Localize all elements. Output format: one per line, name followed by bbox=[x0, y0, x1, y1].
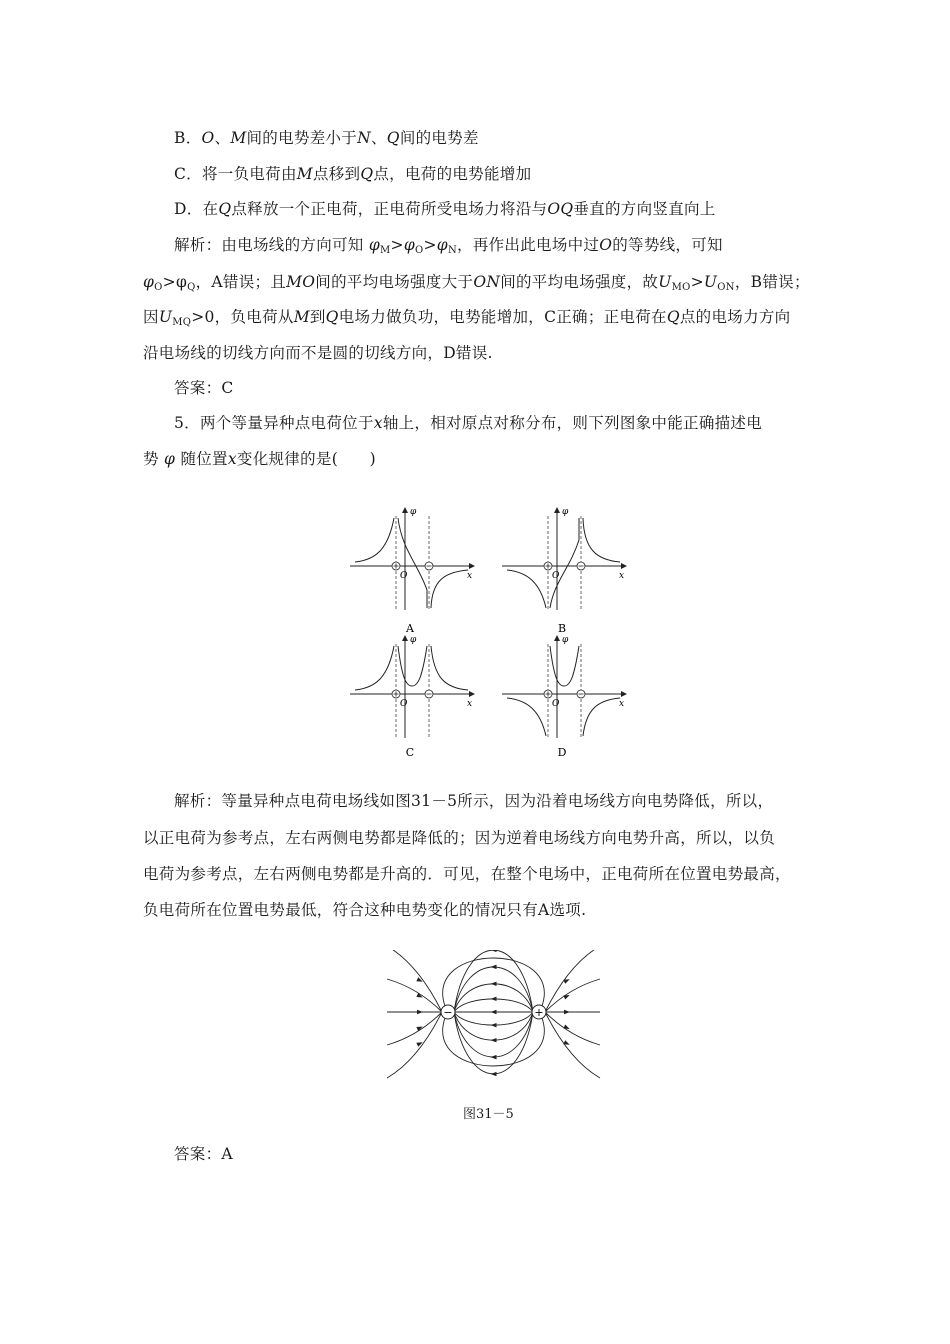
graph-c-label: C bbox=[405, 746, 415, 759]
graph-c bbox=[350, 635, 472, 759]
answer-1: 答案：C bbox=[174, 379, 234, 397]
graph-a-y-label: φ bbox=[410, 507, 417, 517]
graph-a-label: A bbox=[406, 622, 414, 635]
graph-c-y-label: φ bbox=[410, 635, 417, 645]
graph-d-x-label: x bbox=[619, 699, 625, 709]
potential-graphs bbox=[340, 502, 640, 764]
field-line bbox=[454, 1012, 533, 1074]
field-arrow bbox=[491, 1010, 497, 1014]
graph-b-x-label: x bbox=[619, 571, 625, 581]
graph-d-y-label: φ bbox=[562, 635, 569, 645]
field-arrow bbox=[416, 1040, 423, 1047]
graph-a bbox=[350, 507, 472, 635]
field-arrow bbox=[417, 1010, 423, 1014]
field-line bbox=[545, 1012, 600, 1078]
field-line bbox=[454, 967, 533, 1012]
field-arrow bbox=[491, 965, 497, 969]
graph-d-origin: O bbox=[552, 699, 560, 709]
analysis2-line4: 负电荷所在位置电势最低，符合这种电势变化的情况只有A选项. bbox=[143, 901, 587, 919]
graph-b-y-label: φ bbox=[562, 507, 569, 517]
field-line bbox=[454, 1012, 533, 1025]
field-arrow bbox=[563, 1040, 570, 1047]
field-line bbox=[454, 950, 533, 1012]
field-arrow bbox=[491, 1023, 497, 1027]
field-arrow bbox=[491, 1055, 497, 1059]
graph-b bbox=[502, 507, 624, 635]
option-d: D．在Q点释放一个正电荷，正电荷所受电场力将沿与OQ垂直的方向竖直向上 bbox=[174, 200, 716, 218]
graph-c-x-label: x bbox=[467, 699, 473, 709]
analysis1-line2: $\varphi_O>\varphi_Q$，A错误；且MO间的平均电场强度大于ON间的平均电场强度，故$U_{MO}>U_{ON}$，B错误； bbox=[143, 273, 810, 293]
field-line bbox=[545, 1012, 600, 1045]
figure-caption: 图31－5 bbox=[463, 1107, 514, 1122]
graph-d-label: D bbox=[557, 746, 567, 759]
field-arrow bbox=[491, 1038, 497, 1042]
analysis2-line2: 以正电荷为参考点，左右两侧电势都是降低的；因为逆着电场线方向电势升高，所以，以负 bbox=[143, 829, 776, 847]
field-line bbox=[545, 950, 600, 1012]
field-arrow bbox=[491, 997, 497, 1001]
field-arrow bbox=[563, 977, 570, 984]
negative-charge-sign: − bbox=[443, 1006, 453, 1019]
field-line bbox=[454, 1012, 533, 1057]
analysis2-line1: 解析：等量异种点电荷电场线如图31－5所示，因为沿着电场线方向电势降低，所以， bbox=[174, 792, 774, 810]
field-line bbox=[387, 1012, 442, 1045]
graph-b-origin: O bbox=[552, 571, 560, 581]
graph-b-label: B bbox=[557, 622, 567, 635]
field-line bbox=[387, 950, 442, 1012]
option-c: C．将一负电荷由M点移到Q点，电荷的电势能增加 bbox=[174, 165, 532, 183]
field-arrow bbox=[564, 1010, 570, 1014]
field-arrow bbox=[491, 982, 497, 986]
field-arrow bbox=[491, 1072, 497, 1076]
field-line bbox=[545, 979, 600, 1012]
analysis2-line3: 电荷为参考点，左右两侧电势都是升高的．可见，在整个电场中，正电荷所在位置电势最高， bbox=[143, 865, 791, 883]
positive-charge-sign: + bbox=[534, 1006, 544, 1019]
option-b: B．O、M间的电势差小于N、Q间的电势差 bbox=[174, 129, 479, 147]
graph-a-x-label: x bbox=[467, 571, 473, 581]
field-line bbox=[387, 979, 442, 1012]
field-lines-figure bbox=[385, 950, 605, 1082]
answer-2: 答案：A bbox=[174, 1145, 233, 1163]
field-arrow bbox=[416, 977, 423, 984]
question-5-line1: 5．两个等量异种点电荷位于x轴上，相对原点对称分布，则下列图象中能正确描述电 bbox=[174, 414, 763, 432]
question-5-line2: 势 φ 随位置x变化规律的是( ) bbox=[143, 450, 376, 468]
graph-a-origin: O bbox=[400, 571, 408, 581]
graph-c-origin: O bbox=[400, 699, 408, 709]
field-line bbox=[454, 999, 533, 1012]
analysis1-line4: 沿电场线的切线方向而不是圆的切线方向，D错误. bbox=[143, 344, 493, 362]
analysis1-line1: 解析：由电场线的方向可知 $\varphi_M>\varphi_O>\varphi_N$，再作出此电场中过O的等势线，可知 bbox=[174, 236, 723, 256]
analysis1-line3: 因$U_{MQ}>0$，负电荷从M到Q电场力做负功，电势能增加，C正确；正电荷在Q点的电场力方向 bbox=[143, 308, 791, 328]
graph-d bbox=[502, 635, 624, 759]
field-line bbox=[387, 1012, 442, 1078]
